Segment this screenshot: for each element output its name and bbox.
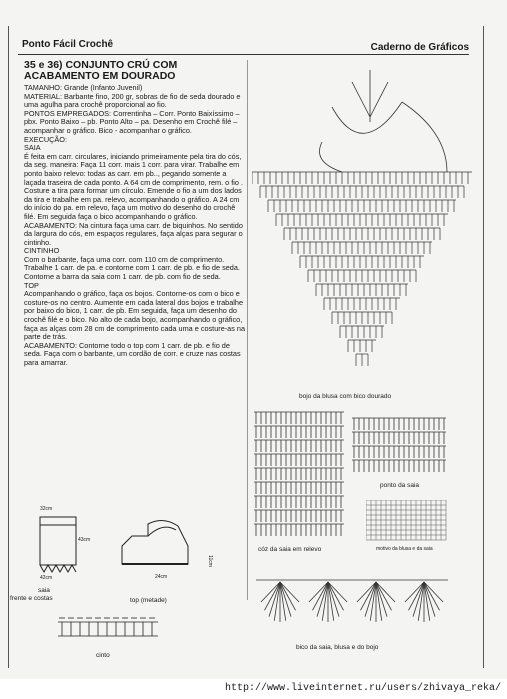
header-rule [18,54,469,55]
skirt-top-dim: 32cm [40,506,53,512]
paragraph: CINTINHO [24,246,60,256]
source-url: http://www.liveinternet.ru/users/zhivaya_reka/ [224,683,501,694]
article-title: 35 e 36) CONJUNTO CRÚ COM ACABAMENTO EM DOURADO [24,59,178,82]
magazine-title: Ponto Fácil Crochê [22,39,114,50]
filet-label: motivo da blusa e da saia [376,546,433,552]
belt-label: cinto [96,652,110,659]
skirt-stitch-label: ponto da saia [380,482,420,489]
edging-chart [256,572,452,630]
paragraph: SAIA [24,143,41,153]
filet-motif-chart [366,500,448,542]
paragraph: Contorne a barra da saia com 1 carr. de pb. com fio de seda. [24,272,221,282]
instructions-column [24,60,246,368]
skirt-bottom-dim: 42cm [40,575,53,581]
edge-label: bico da saia, blusa e do bojo [296,644,379,651]
paragraph: É feita em carr. circulares, iniciando primeiramente pela tira do cós, da seg. maneira: Faça 11 corr. mais 1 corr. para virar. Trabalhe em ponto baixo relevo: todas as carr. em pb.., pegando somente a laçada traseira de cada ponto. A 64 cm de comprimento, rem. o fio . Costure a tira para formar um círculo. Emende o fio a um dos lados da tira e trabalhe em pa. relevo, acompanhando o gráfico. A 24 cm do início do pa. em relevo, faça um motivo do desenho do crochê filé. Em seguida faça o bico acompanhando o gráfico. [24,151,244,221]
paragraph: Com o barbante, faça uma corr. com 110 cm de comprimento. Trabalhe 1 carr. de pa. e contorne com 1 carr. de pb. e fio de seda. [24,254,240,273]
watermark-bar [0,679,507,699]
column-divider [247,60,248,600]
skirt-sub-label: frente e costas [10,595,53,602]
paragraph: Acompanhando o gráfico, faça os bojos. Contorne-os com o bico e costure-os no centro. Aumente em cada lateral dos bojos e trabalhe por baixo do bico, 1 carr. de pb. Em seguida, faça um desenho do crochê filé e o bico. No alto de cada bojo, acompanhando o gráfico, faça as alças com 28 cm de comprimento cada uma e costure-as na parte de trás. [24,289,246,342]
paragraph: EXECUÇÃO: [24,134,67,144]
cup-label: bojo da blusa com bico dourado [299,393,392,400]
skirt-label: saia [38,587,50,594]
top-schematic [118,516,208,576]
top-height-dim: 11cm [206,555,213,567]
waist-relief-chart [254,406,350,536]
belt-stitch-diagram [58,612,168,642]
skirt-side-dim: 43cm [78,537,91,543]
paragraph: PONTOS EMPREGADOS: Correntinha – Corr. Ponto Baixíssimo – pbx. Ponto Baixo – pb. Ponto Alto – pa. Desenho em Crochê filé – acompanhar o gráfico. Bico - acompanhar o gráfico. [24,108,240,135]
paragraph: ACABAMENTO: Na cintura faça uma carr. de biquinhos. No sentido da largura do cós, em espaços regulares, faça alças para segurar o cintinho. [24,220,243,247]
paragraph: TAMANHO: Grande (Infanto Juvenil) [24,83,143,92]
skirt-stitch-chart [352,414,448,474]
top-width-dim: 24cm [155,574,168,580]
section-title: Caderno de Gráficos [370,42,469,53]
top-label: top (metade) [130,597,167,604]
waist-label: cóz da saia em relevo [258,546,322,553]
cup-chart [252,62,472,392]
paragraph: MATERIAL: Barbante fino, 200 gr, sobras de fio de seda dourado e uma agulha para crochê proporcional ao fio. [24,91,241,110]
paragraph: TOP [24,280,39,290]
paragraph: ACABAMENTO: Contorne todo o top com 1 carr. de pb. e fio de seda. Faça com o barbante, um cordão de corr. e cruze nas costas para amarrar. [24,340,241,367]
